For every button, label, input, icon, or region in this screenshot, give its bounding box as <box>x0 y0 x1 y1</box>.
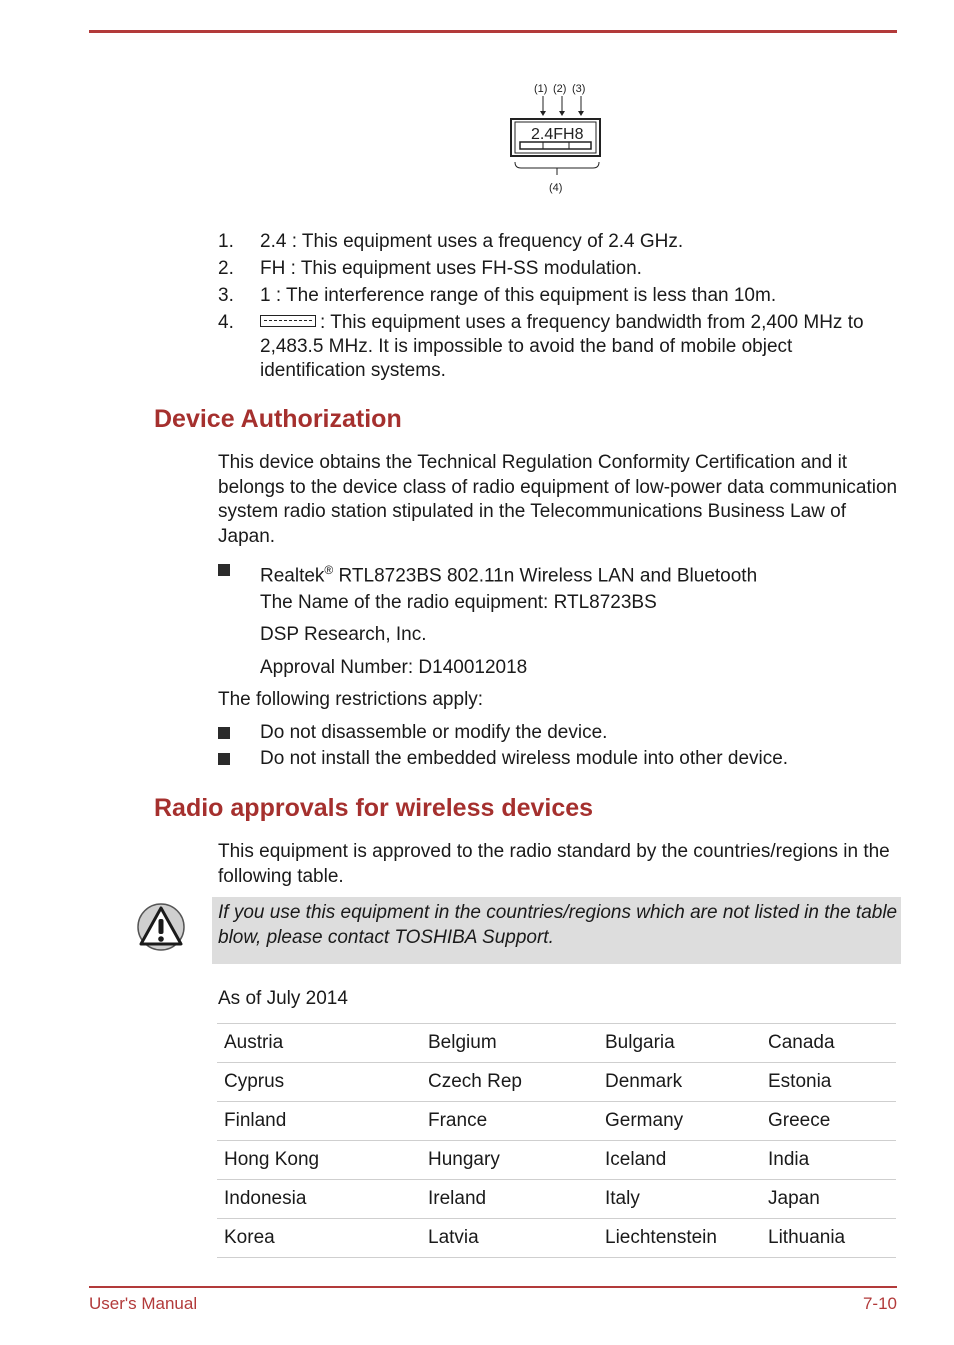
table-cell: Denmark <box>598 1063 761 1102</box>
section-heading-radio-approvals: Radio approvals for wireless devices <box>154 794 594 822</box>
table-row <box>217 1063 896 1102</box>
caution-note-text: If you use this equipment in the countries/regions which are not listed in the table blow, please contact TOSHIBA Support. <box>218 902 898 948</box>
table-cell: Austria <box>217 1024 421 1063</box>
bullet-square-icon <box>218 727 230 739</box>
table-row <box>217 1180 896 1219</box>
table-cell: Cyprus <box>217 1063 421 1102</box>
table-cell: Germany <box>598 1102 761 1141</box>
warning-icon <box>136 902 186 952</box>
diagram-label-2: (2) <box>553 83 567 95</box>
table-row <box>217 1141 896 1180</box>
table-cell: Hungary <box>421 1141 598 1180</box>
table-cell: Finland <box>217 1102 421 1141</box>
table-cell: Czech Rep <box>421 1063 598 1102</box>
table-cell: Lithuania <box>761 1219 896 1258</box>
diagram-label-1: (1) <box>534 83 548 95</box>
radio-equipment-name: The Name of the radio equipment: RTL8723BS <box>260 592 657 613</box>
numbered-list <box>218 230 898 386</box>
footer-manual-title: User's Manual <box>89 1294 198 1313</box>
table-cell: Estonia <box>761 1063 896 1102</box>
table-cell: Iceland <box>598 1141 761 1180</box>
table-cell: India <box>761 1141 896 1180</box>
top-rule <box>89 30 897 33</box>
as-of-date: As of July 2014 <box>218 988 348 1009</box>
device-authorization-intro: This device obtains the Technical Regulation Conformity Certification and it belongs to the device class of radio equipment of low-power data communication system radio station stipulated in the Telecommunications Business Law of Japan. <box>218 452 898 547</box>
restriction-item: Do not install the embedded wireless module into other device. <box>218 747 898 771</box>
table-cell: Belgium <box>421 1024 598 1063</box>
table-cell: France <box>421 1102 598 1141</box>
table-cell: Indonesia <box>217 1180 421 1219</box>
table-cell: Japan <box>761 1180 896 1219</box>
table-row <box>217 1102 896 1141</box>
table-cell: Ireland <box>421 1180 598 1219</box>
list-item: 2. FH : This equipment uses FH-SS modulation. <box>218 258 642 279</box>
approval-number: Approval Number: D140012018 <box>260 657 528 678</box>
frequency-marking-diagram <box>505 78 615 198</box>
table-row <box>217 1219 896 1258</box>
company-name: DSP Research, Inc. <box>260 624 427 645</box>
table-cell: Latvia <box>421 1219 598 1258</box>
bandwidth-icon <box>260 315 316 327</box>
list-item: 4. : This equipment uses a frequency bandwidth from 2,400 MHz to 2,483.5 MHz. It is impossible to avoid the band of mobile object identification systems. <box>218 312 864 381</box>
table-cell: Korea <box>217 1219 421 1258</box>
table-cell: Bulgaria <box>598 1024 761 1063</box>
footer-page-number: 7-10 <box>862 1294 897 1313</box>
restrictions-intro: The following restrictions apply: <box>218 689 484 710</box>
section-heading-device-authorization: Device Authorization <box>154 405 402 433</box>
diagram-label-3: (3) <box>572 83 586 95</box>
radio-approvals-intro: This equipment is approved to the radio standard by the countries/regions in the following table. <box>218 841 890 887</box>
list-item: 3. 1 : The interference range of this equipment is less than 10m. <box>218 285 777 306</box>
bottom-rule <box>89 1286 897 1288</box>
bullet-square-icon <box>218 753 230 765</box>
bullet-square-icon <box>218 564 230 576</box>
list-item: 1. 2.4 : This equipment uses a frequency of 2.4 GHz. <box>218 231 684 252</box>
table-cell: Canada <box>761 1024 896 1063</box>
caution-note <box>212 897 901 964</box>
table-cell: Hong Kong <box>217 1141 421 1180</box>
diagram-label-4: (4) <box>549 182 563 194</box>
table-row <box>217 1024 896 1063</box>
device-bullet: Realtek® RTL8723BS 802.11n Wireless LAN and Bluetooth <box>218 558 898 588</box>
countries-table <box>217 1023 896 1258</box>
restriction-item: Do not disassemble or modify the device. <box>218 721 898 745</box>
table-cell: Liechtenstein <box>598 1219 761 1258</box>
table-cell: Italy <box>598 1180 761 1219</box>
diagram-marking: 2.4FH8 <box>531 126 584 143</box>
table-cell: Greece <box>761 1102 896 1141</box>
